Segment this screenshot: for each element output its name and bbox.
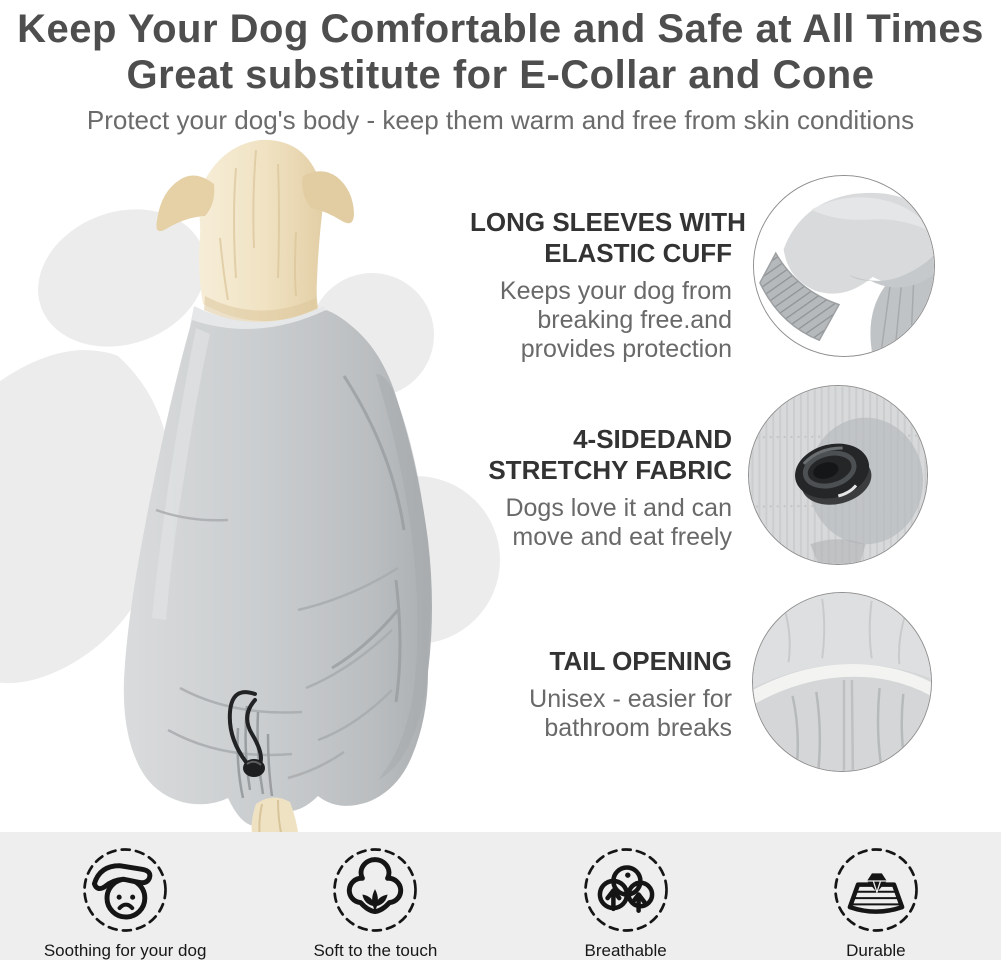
benefit-label: Durable [846,941,906,960]
feature-description: Dogs love it and can move and eat freely [505,494,732,551]
dog-head [196,140,323,321]
durable-icon [831,845,921,935]
feature-title: 4-SIDEDAND [573,424,732,454]
header [0,6,1001,135]
tail-opening-photo [752,592,932,772]
feature-description: Keeps your dog from breaking free.and provides protection [499,277,732,363]
benefit-soothing [0,832,250,960]
feature-title: LONG SLEEVES WITH [470,207,746,237]
headline-line-2: Great substitute for E-Collar and Cone [126,53,875,97]
feature-stretchy-fabric [470,424,732,552]
feature-description: Unisex - easier for bathroom breaks [529,685,732,742]
cotton-icon [330,845,420,935]
benefit-durable [751,832,1001,960]
feature-tail-opening [470,646,732,743]
dog-illustration [0,128,540,840]
sub-headline: Protect your dog's body - keep them warm and free from skin conditions [86,105,915,135]
stretch-fabric-toggle-photo [748,385,928,565]
benefit-label: Breathable [584,941,667,960]
feature-title: ELASTIC CUFF [544,238,732,268]
soothing-face-icon [80,845,170,935]
benefits-band [0,832,1001,960]
headline-line-1: Keep Your Dog Comfortable and Safe at All Times [17,7,984,51]
product-photo-dog-in-recovery-suit [0,128,540,840]
feature-title: TAIL OPENING [549,646,732,676]
benefit-soft [250,832,500,960]
feature-title: STRETCHY FABRIC [488,455,732,485]
elastic-cuff-photo [753,175,935,357]
breathable-icon [581,845,671,935]
feature-long-sleeves [470,207,746,364]
benefit-label: Soothing for your dog [43,941,207,960]
benefit-label: Soft to the touch [313,941,438,960]
benefit-breathable [501,832,751,960]
